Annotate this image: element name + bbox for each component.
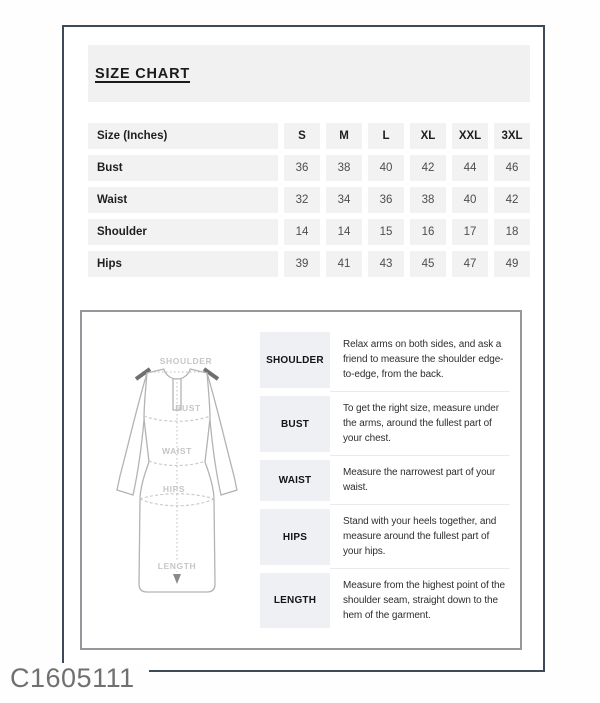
size-table-value: 49 bbox=[494, 251, 530, 277]
size-table-header-cell: 3XL bbox=[494, 123, 530, 149]
size-table-header-cell: M bbox=[326, 123, 362, 149]
size-table-value: 41 bbox=[326, 251, 362, 277]
size-table-value: 18 bbox=[494, 219, 530, 245]
garment-line-drawing bbox=[84, 320, 256, 632]
torso-right bbox=[205, 373, 215, 592]
size-table-header-cell: Size (Inches) bbox=[88, 123, 278, 149]
size-table-row-label: Bust bbox=[88, 155, 278, 181]
size-table-row-label: Waist bbox=[88, 187, 278, 213]
page-title: SIZE CHART bbox=[95, 65, 190, 82]
size-table-value: 14 bbox=[326, 219, 362, 245]
size-table-value: 40 bbox=[368, 155, 404, 181]
instruction-row bbox=[260, 505, 510, 569]
size-table-value: 39 bbox=[284, 251, 320, 277]
size-table-row-label: Hips bbox=[88, 251, 278, 277]
size-table-value: 15 bbox=[368, 219, 404, 245]
size-table-value: 14 bbox=[284, 219, 320, 245]
instruction-label: HIPS bbox=[260, 509, 330, 565]
shoulder-mark-left bbox=[136, 369, 150, 379]
size-table bbox=[88, 123, 530, 277]
measurement-guide-box bbox=[80, 310, 522, 650]
length-arrow bbox=[173, 574, 181, 584]
instruction-row bbox=[260, 569, 510, 632]
sleeve-right bbox=[207, 373, 237, 495]
torso-left bbox=[139, 373, 149, 592]
instruction-text: Relax arms on both sides, and ask a friend to measure the shoulder edge-to-edge, from the back. bbox=[330, 328, 510, 392]
size-table-value: 40 bbox=[452, 187, 488, 213]
product-code: C1605111 bbox=[6, 663, 149, 700]
size-table-value: 42 bbox=[410, 155, 446, 181]
figure-shoulder-label: SHOULDER bbox=[159, 356, 213, 366]
instruction-text: Stand with your heels together, and measure around the fullest part of your hips. bbox=[330, 505, 510, 569]
figure-waist-label: WAIST bbox=[162, 446, 192, 456]
size-table-value: 36 bbox=[284, 155, 320, 181]
size-table-value: 46 bbox=[494, 155, 530, 181]
instruction-label: WAIST bbox=[260, 460, 330, 501]
instruction-label: BUST bbox=[260, 396, 330, 452]
size-chart-card bbox=[62, 25, 545, 672]
size-table-header-cell: L bbox=[368, 123, 404, 149]
garment-figure bbox=[82, 312, 260, 648]
size-table-value: 16 bbox=[410, 219, 446, 245]
size-table-value: 44 bbox=[452, 155, 488, 181]
size-table-value: 34 bbox=[326, 187, 362, 213]
size-table-value: 32 bbox=[284, 187, 320, 213]
size-table-header-cell: S bbox=[284, 123, 320, 149]
size-table-header-cell: XL bbox=[410, 123, 446, 149]
instruction-row bbox=[260, 392, 510, 456]
size-table-value: 36 bbox=[368, 187, 404, 213]
size-table-value: 38 bbox=[326, 155, 362, 181]
instruction-label: LENGTH bbox=[260, 573, 330, 628]
sleeve-left bbox=[117, 373, 147, 495]
instruction-text: To get the right size, measure under the arms, around the fullest part of your chest. bbox=[330, 392, 510, 456]
figure-bust-label: BUST bbox=[175, 403, 201, 413]
size-table-row-label: Shoulder bbox=[88, 219, 278, 245]
size-table-value: 47 bbox=[452, 251, 488, 277]
instruction-text: Measure the narrowest part of your waist. bbox=[330, 456, 510, 505]
instruction-row bbox=[260, 456, 510, 505]
size-table-value: 45 bbox=[410, 251, 446, 277]
measure-instructions bbox=[260, 312, 520, 648]
size-table-value: 42 bbox=[494, 187, 530, 213]
instruction-label: SHOULDER bbox=[260, 332, 330, 388]
shoulder-mark-right bbox=[204, 369, 218, 379]
size-table-value: 17 bbox=[452, 219, 488, 245]
figure-hips-label: HIPS bbox=[162, 484, 186, 494]
size-table-value: 38 bbox=[410, 187, 446, 213]
hips-measure-line bbox=[140, 494, 214, 506]
title-band bbox=[88, 45, 530, 102]
instruction-text: Measure from the highest point of the shoulder seam, straight down to the hem of the garment. bbox=[343, 580, 505, 621]
figure-length-label: LENGTH bbox=[157, 561, 197, 571]
size-table-header-cell: XXL bbox=[452, 123, 488, 149]
neckline bbox=[164, 370, 190, 379]
size-table-value: 43 bbox=[368, 251, 404, 277]
instruction-row bbox=[260, 328, 510, 392]
